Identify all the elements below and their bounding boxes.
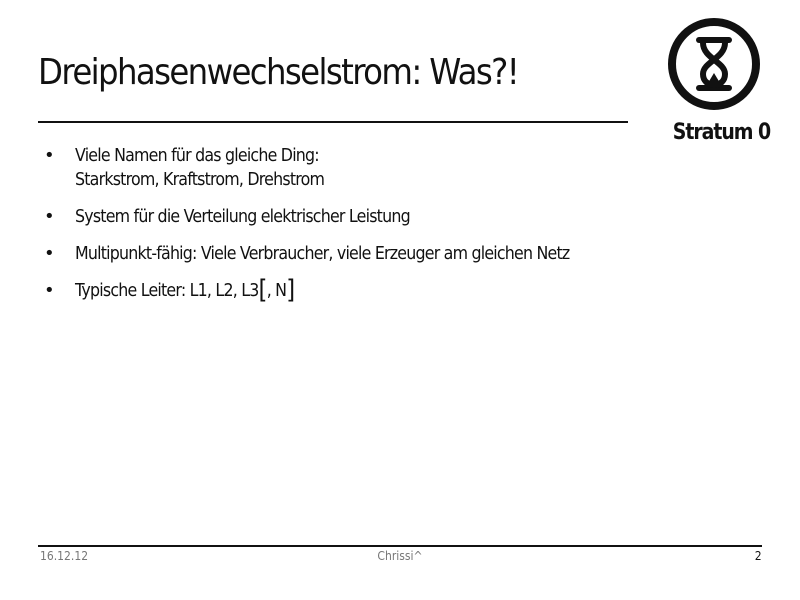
page-number: 2: [755, 549, 762, 563]
footer-date: 16.12.12: [40, 549, 89, 563]
stratum-logo: [666, 16, 771, 145]
hourglass-icon: [666, 16, 762, 112]
footer-divider: [38, 545, 762, 547]
bullet-list: [44, 144, 684, 316]
logo-text: Stratum 0: [672, 120, 771, 145]
bullet-item-multipoint: [44, 242, 684, 266]
neutral-conductor: , N: [266, 280, 287, 301]
bullet-text: • Viele Namen für das gleiche Ding:: [75, 145, 319, 166]
bullet-item-names: [44, 144, 684, 192]
slide-title: Dreiphasenwechselstrom: Was?!: [38, 52, 519, 93]
bullet-item-conductors: [44, 275, 684, 305]
bracket-open: [: [258, 275, 267, 305]
footer-author: Chrissi^: [377, 549, 423, 563]
bullet-text: [75, 275, 611, 305]
bullet-text: • System für die Verteilung elektrischer Leistung: [75, 206, 410, 227]
conductor-list: Typische Leiter: L1, L2, L3: [75, 280, 259, 301]
bullet-item-distribution: [44, 205, 684, 229]
bullet-subtext: Starkstrom, Kraftstrom, Drehstrom: [75, 169, 325, 190]
bracket-close: ]: [286, 275, 295, 305]
title-divider: [38, 121, 628, 123]
bullet-text: • Multipunkt-fähig: Viele Verbraucher, viele Erzeuger am gleichen Netz: [75, 243, 570, 264]
